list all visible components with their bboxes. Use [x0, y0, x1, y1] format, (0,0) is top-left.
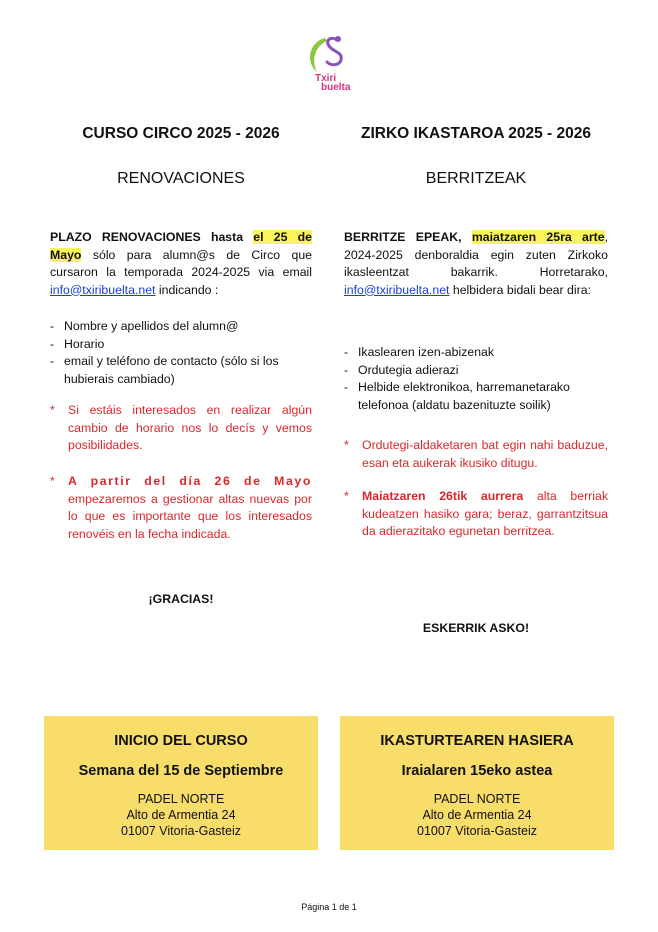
address-line: PADEL NORTE — [137, 792, 225, 806]
basque-box-date: Iraialaren 15eko astea — [401, 763, 553, 779]
spanish-note-2 — [50, 473, 312, 543]
list-item: - Helbide elektronikoa, harremanetarako telefonoa (aldatu bazenituzte soilik) — [344, 379, 608, 414]
basque-box-address — [340, 791, 614, 839]
spanish-note-1 — [50, 402, 312, 455]
spanish-title: CURSO CIRCO 2025 - 2026 — [82, 125, 280, 142]
basque-note-2-text: alta berriak kudeatzen hasiko gara; beraz, garrantzitsua da adierazitako egunetan berritzea. — [362, 489, 608, 538]
basque-course-start-box — [340, 716, 614, 850]
spanish-thanks: ¡GRACIAS! — [148, 592, 214, 606]
basque-subtitle: BERRITZEAK — [425, 170, 527, 187]
list-item: - Ikaslearen izen-abizenak — [344, 344, 608, 362]
basque-note-1 — [344, 437, 608, 472]
spanish-note-2-text: empezaremos a gestionar altas nuevas por lo que es importante que los interesados renovéis en la fecha indicada. — [68, 491, 312, 541]
spanish-note-2-bold: A partir del día 26 de Mayo — [68, 474, 312, 488]
spanish-intro-bold: PLAZO RENOVACIONES hasta — [50, 230, 254, 244]
spanish-intro-block — [50, 229, 312, 299]
basque-intro-end: helbidera bidali bear dira: — [449, 282, 591, 297]
spanish-email-link[interactable]: info@txiribuelta.net — [50, 282, 156, 297]
basque-thanks: ESKERRIK ASKO! — [422, 621, 530, 635]
basque-note-2 — [344, 488, 608, 541]
address-line: PADEL NORTE — [433, 792, 521, 806]
basque-note-1-text: Ordutegi-aldaketaren bat egin nahi baduzue, esan eta aukerak ikusiko ditugu. — [362, 438, 608, 470]
asterisk-icon: * — [344, 438, 349, 452]
txiribuelta-logo — [303, 32, 357, 92]
basque-title: ZIRKO IKASTAROA 2025 - 2026 — [361, 125, 591, 142]
basque-note-2-bold: Maiatzaren 26tik aurrera — [362, 489, 524, 503]
spanish-box-address — [44, 791, 318, 839]
spanish-intro-text: sólo para alumn@s de Circo que cursaron la temporada 2024-2025 via email — [50, 247, 312, 279]
list-item: - Horario — [50, 336, 312, 354]
spanish-requirements-list — [50, 318, 312, 388]
basque-requirements-list — [344, 344, 608, 414]
address-line: 01007 Vitoria-Gasteiz — [417, 824, 537, 838]
list-item: - Nombre y apellidos del alumn@ — [50, 318, 312, 336]
basque-box-heading: IKASTURTEAREN HASIERA — [380, 733, 574, 749]
basque-email-link[interactable]: info@txiribuelta.net — [344, 282, 450, 297]
basque-intro-block — [344, 229, 608, 299]
spanish-subtitle: RENOVACIONES — [117, 170, 245, 187]
asterisk-icon: * — [344, 489, 349, 503]
basque-intro-paragraph — [344, 229, 608, 299]
spanish-intro-paragraph — [50, 229, 312, 299]
basque-intro-bold: BERRITZE EPEAK, — [344, 230, 472, 244]
basque-intro-text: , 2024-2025 denboraldia egin zuten Zirkoko ikasleentzat bakarrik. Horretarako, — [344, 230, 608, 279]
spanish-deadline-highlight: el 25 de Mayo — [50, 230, 312, 262]
address-line: Alto de Armentia 24 — [126, 808, 236, 822]
basque-deadline-highlight: maiatzaren 25ra arte — [471, 230, 605, 244]
asterisk-icon: * — [50, 474, 55, 488]
spanish-box-heading: INICIO DEL CURSO — [114, 733, 248, 749]
list-item: - Ordutegia adierazi — [344, 362, 608, 380]
logo-text-line2: buelta — [321, 82, 351, 93]
address-line: 01007 Vitoria-Gasteiz — [121, 824, 241, 838]
spanish-intro-end: indicando : — [155, 282, 219, 297]
logo-swirl-icon — [303, 32, 357, 78]
page-number: Página 1 de 1 — [301, 902, 357, 912]
asterisk-icon: * — [50, 403, 55, 417]
logo-text-line1: Txiri — [315, 73, 337, 84]
spanish-course-start-box — [44, 716, 318, 850]
spanish-box-date: Semana del 15 de Septiembre — [78, 763, 284, 779]
spanish-note-1-text: Si estáis interesados en realizar algún cambio de horario nos lo decís y vemos posibilidades. — [68, 403, 312, 452]
list-item: - email y teléfono de contacto (sólo si los hubierais cambiado) — [50, 353, 312, 388]
address-line: Alto de Armentia 24 — [422, 808, 532, 822]
